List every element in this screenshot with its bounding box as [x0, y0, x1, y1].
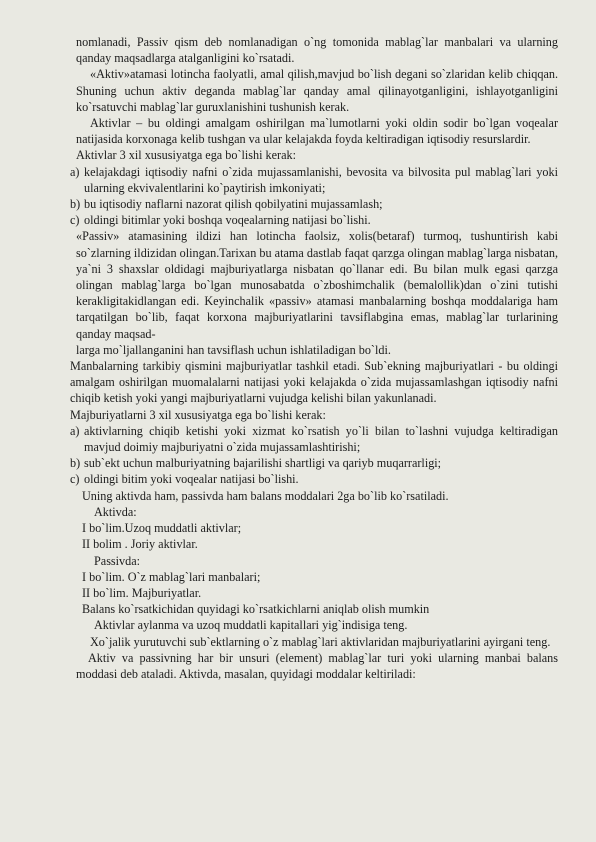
section-heading: Passivda:: [94, 553, 141, 568]
list-label: c): [70, 213, 80, 228]
list-line: II bolim . Joriy aktivlar.: [82, 537, 198, 552]
paragraph: Xo`jalik yurutuvchi sub`ektlarning o`z mablag`lari aktivlaridan majburiyatlarini ayirgani teng.: [90, 634, 551, 649]
paragraph: Aktivlar 3 xil xususiyatga ega bo`lishi kerak:: [76, 148, 297, 163]
list-text: oldingi bitim yoki voqealar natijasi bo`lishi.: [84, 472, 299, 487]
document-page: [70, 34, 558, 682]
list-line: I bo`lim. O`z mablag`lari manbalari;: [82, 569, 261, 584]
list-item: [70, 196, 558, 212]
paragraph: Manbalarning tarkibiy qismini majburiyatlar tashkil etadi. Sub`ekning majburiyatlari - bu oldingi amalgam oshirilgan muomalalarni natijasi yoki kelajakda o`zida mujassamlashgan iqtisodiy nafni chiqib ketish yoki yangi majburiyatlarni vujudga kelishi bilan yakunlanadi.: [70, 359, 558, 406]
list-item: [70, 423, 558, 455]
list-line: II bo`lim. Majburiyatlar.: [82, 585, 202, 600]
paragraph: nomlanadi, Passiv qism deb nomlanadigan o`ng tomonida mablag`lar manbalari va ularning qanday maqsadlarga atalganligini ko`rsatadi.: [76, 35, 558, 66]
list-text: aktivlarning chiqib ketishi yoki xizmat ko`rsatish yo`li bilan to`lashni vujudga keltiradigan mavjud doimiy majburiyatni o`zida mujassamlashtirishi;: [84, 423, 558, 455]
list-label: b): [70, 197, 81, 212]
list-item: [70, 471, 558, 487]
list-text: bu iqtisodiy naflarni nazorat qilish qobilyatini mujassamlash;: [84, 197, 383, 212]
paragraph: Aktiv va passivning har bir unsuri (element) mablag`lar turi yoki ularning manbai balans moddasi deb ataladi. Aktivda, masalan, quyidagi moddalar keltiriladi:: [76, 650, 558, 681]
list-item: [70, 212, 558, 228]
list-label: c): [70, 472, 80, 487]
paragraph: Balans ko`rsatkichidan quyidagi ko`rsatkichlarni aniqlab olish mumkin: [82, 602, 430, 617]
list-text: kelajakdagi iqtisodiy nafni o`zida mujassamlanishi, bevosita va bilvosita pul mablag`lari yoki ularning ekvivalentlarini ko`paytirish imkoniyati;: [84, 164, 558, 195]
paragraph: «Aktiv»atamasi lotincha faolyatli, amal qilish,mavjud bo`lish degani so`zlaridan kelib chiqqan. Shuning uchun aktiv deganda mablag`lar qanday amal qilinayotganligini, ishlayotganligini ko`rsatuvchi mablag`lar guruxlanishini tushunish kerak.: [76, 67, 558, 114]
list-label: b): [70, 456, 81, 471]
paragraph: larga mo`ljallanganini han tavsiflash uchun ishlatiladigan bo`ldi.: [76, 342, 391, 357]
paragraph: «Passiv» atamasining ildizi han lotincha faolsiz, xolis(betaraf) turmoq, tushuntirish kabi so`zlarning ildizidan olingan.Tarixan bu atama dastlab faqat qarzga olingan mablag`larga nisbatan, ya`ni 3 shaxslar oldidagi majburiyatlarga nisbatan qo`llanar edi. Bu bilan mulk egasi qarzga olingan mablag`larga bo`lgan munosabatda o`zboshimchalik (bemalollik)dan o`zini tutishi kerakligitakidlangan edi. Keyinchalik «passiv» atamasi manbalarning boshqa moddalariga ham tarqatilgan bo`lib, faqat korxona majburiyatlarini tavsiflabgina emas, mablag`lar turlarining qanday maqsad-: [76, 229, 558, 341]
list-text: sub`ekt uchun malburiyatning bajarilishi shartligi va qariyb muqarrarligi;: [84, 456, 442, 471]
paragraph: Aktivlar aylanma va uzoq muddatli kapitallari yig`indisiga teng.: [94, 618, 408, 633]
paragraph: Uning aktivda ham, passivda ham balans moddalari 2ga bo`lib ko`rsatiladi.: [82, 488, 449, 503]
list-label: a): [70, 423, 80, 438]
list-text: oldingi bitimlar yoki boshqa voqealarning natijasi bo`lishi.: [84, 213, 371, 228]
paragraph: Aktivlar – bu oldingi amalgam oshirilgan ma`lumotlarni yoki oldin sodir bo`lgan voqealar natijasida korxonaga kelib tushgan va ular kelajakda foyda keltiradigan iqtisodiy resurslardir.: [76, 116, 558, 147]
list-label: a): [70, 164, 80, 179]
list-item: [70, 455, 558, 471]
list-line: I bo`lim.Uzoq muddatli aktivlar;: [82, 521, 242, 536]
section-heading: Aktivda:: [94, 504, 137, 519]
list-item: [70, 164, 558, 196]
paragraph: Majburiyatlarni 3 xil xususiyatga ega bo`lishi kerak:: [70, 407, 326, 422]
